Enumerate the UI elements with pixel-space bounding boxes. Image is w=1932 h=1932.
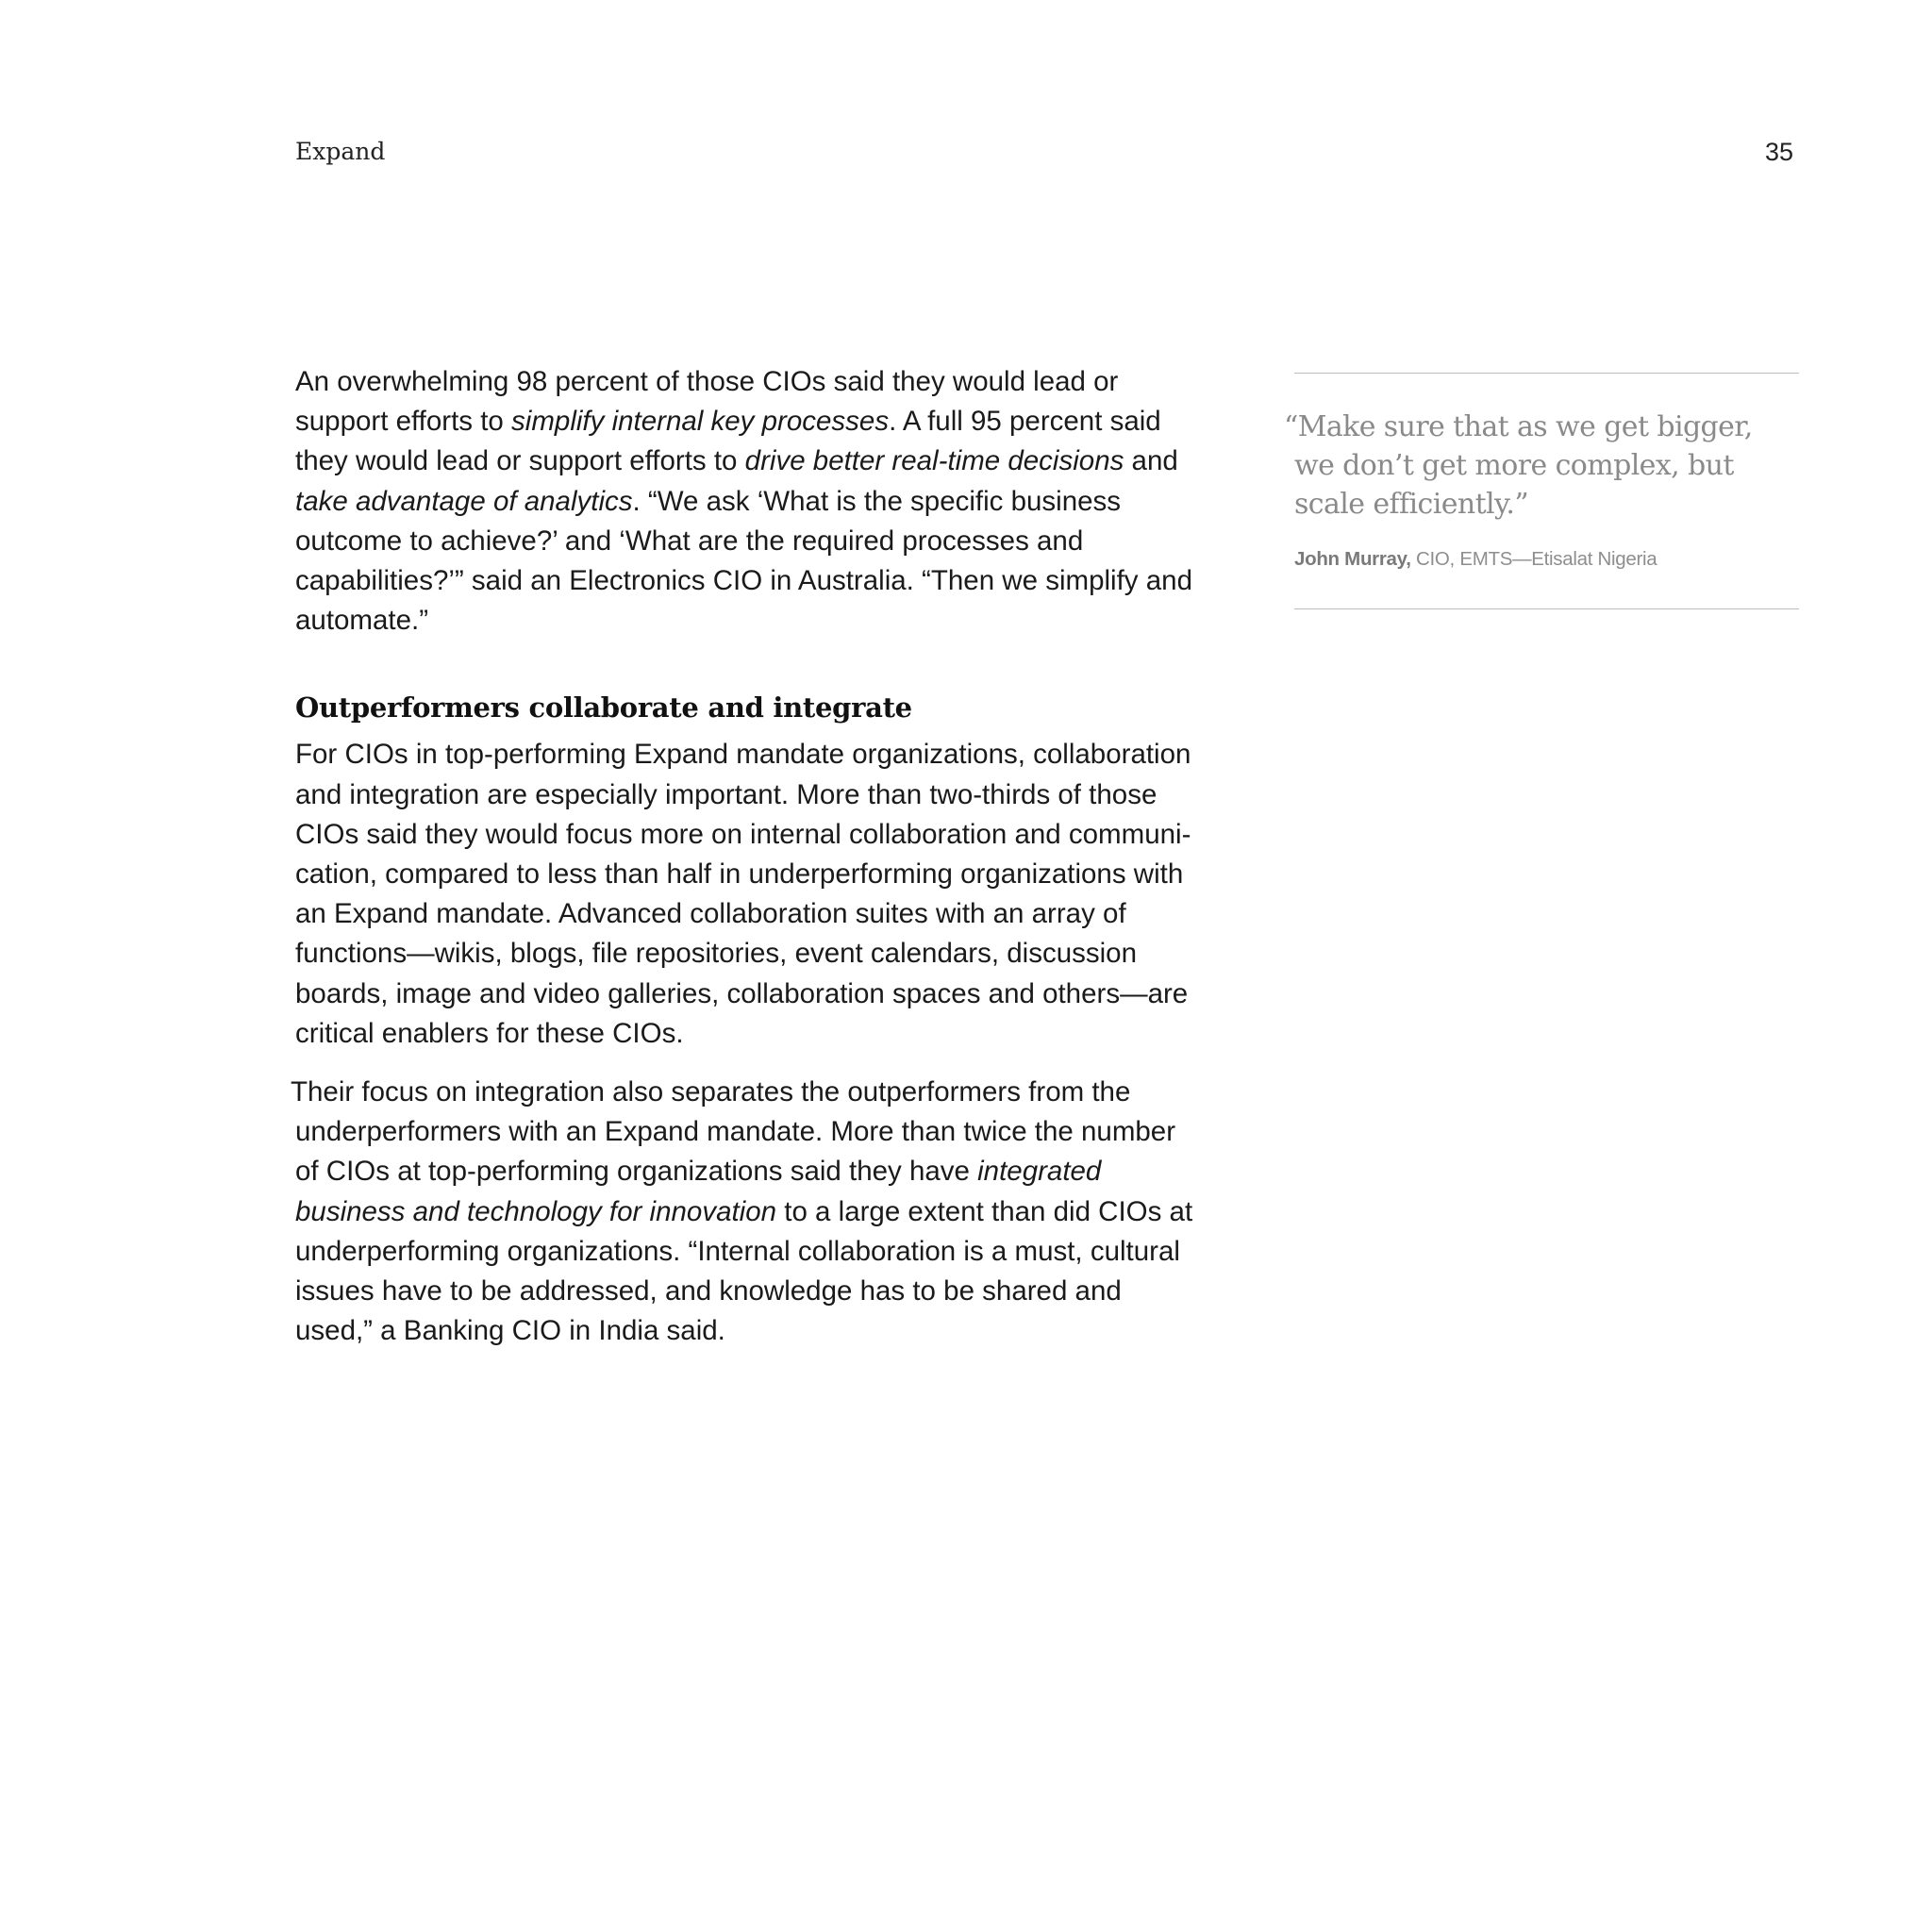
body-paragraph <box>295 362 1201 641</box>
body-emphasis: integrated business and technology for innovation <box>295 1156 1102 1227</box>
page-number: 35 <box>1764 138 1793 166</box>
body-text: . A full 95 percent said they would lead or support efforts to <box>295 406 1161 477</box>
body-text: Their focus on integration also separates the outperformers from the underperformers with an Expand mandate. More than twice the number of CIOs at top-performing organizations said they have <box>291 1076 1176 1188</box>
body-text: An overwhelming 98 percent of those CIOs said they would lead or support efforts to <box>295 366 1119 438</box>
body-text: . “We ask ‘What is the specific business outcome to achieve?’ and ‘What are the required processes and capabilities?’” said an Electronics CIO in Australia. “Then we simplify and automate.” <box>295 485 1192 637</box>
quote-attribution <box>1294 546 1799 573</box>
body-text: to a large extent than did CIOs at underperforming organizations. “Internal collaboration is a must, cultural issues have to be addressed, and knowledge has to be shared and used,” a Banking CIO in India said. <box>295 1195 1193 1347</box>
pull-quote-sidebar <box>1284 373 1799 609</box>
body-paragraph <box>291 1073 1201 1351</box>
section-heading: Outperformers collaborate and integrate <box>295 691 912 724</box>
top-divider <box>1294 373 1799 374</box>
bottom-divider <box>1294 608 1799 609</box>
main-column <box>291 362 1201 1351</box>
body-emphasis: drive better real-time decisions <box>744 445 1124 477</box>
body-emphasis: simplify internal key processes <box>511 406 890 438</box>
attribution-title: CIO, EMTS—Etisalat Nigeria <box>1410 548 1657 570</box>
body-paragraph: For CIOs in top-performing Expand mandate organizations, collaboration and integration are especially important. More than two-thirds of those CIOs said they would focus more on internal collaboration and communi-cation, compared to less than half in underperforming organizations with an Expand mandate. Advanced collaboration suites with an array of functions—wikis, blogs, file repositories, event calendars, discussion boards, image and video galleries, collaboration spaces and others—are critical enablers for these CIOs. <box>295 739 1191 1049</box>
pull-quote: “Make sure that as we get bigger, we don’t get more complex, but scale efficiently.” <box>1284 410 1753 521</box>
body-text: and <box>1124 445 1178 477</box>
body-emphasis: take advantage of analytics <box>295 485 633 517</box>
running-head: Expand <box>295 138 386 165</box>
attribution-name: John Murray, <box>1294 548 1411 570</box>
